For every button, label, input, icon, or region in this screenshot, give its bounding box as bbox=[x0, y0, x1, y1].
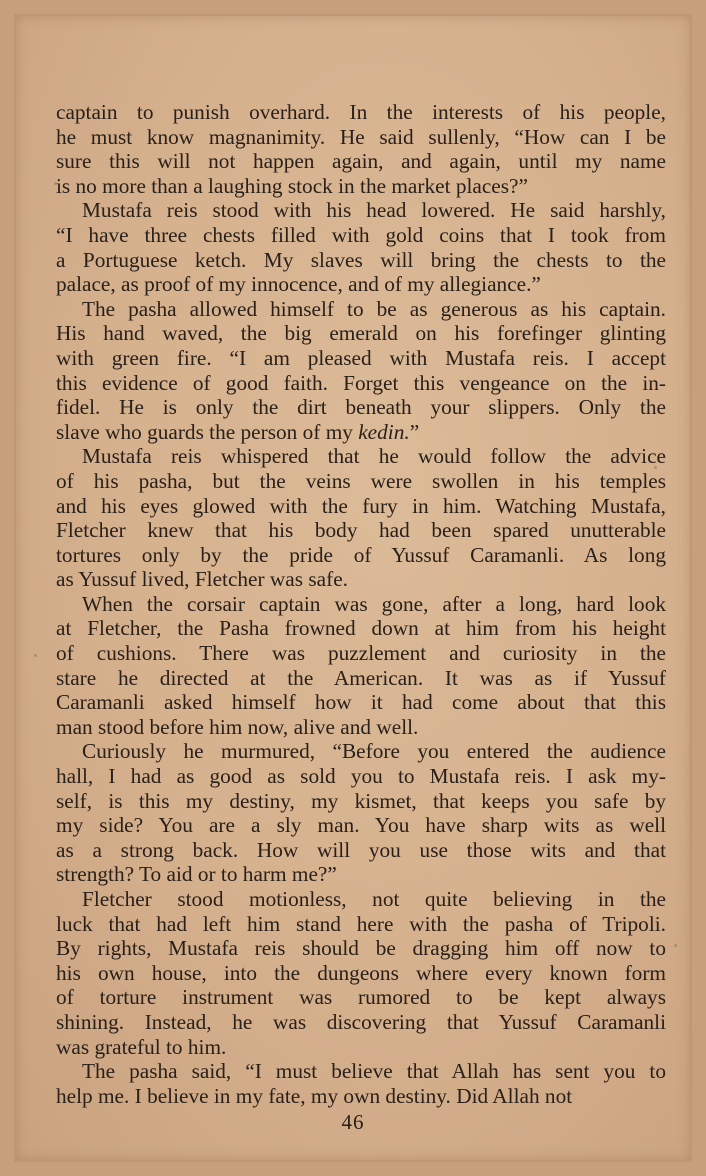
text-line: strength? To aid or to harm me?” bbox=[56, 862, 337, 887]
text-line: Caramanli asked himself how it had come about that this bbox=[56, 690, 666, 715]
text-line: luck that had left him stand here with the pasha of Tripoli. bbox=[56, 911, 666, 936]
text-line: as Yussuf lived, Fletcher was safe. bbox=[56, 567, 348, 592]
text-line: Fletcher stood motionless, not quite believing in the bbox=[82, 887, 666, 911]
paper-speck bbox=[34, 654, 37, 657]
text-line: His hand waved, the big emerald on his forefinger glinting bbox=[56, 321, 666, 346]
text-line: he must know magnanimity. He said sullenly, “How can I be bbox=[56, 124, 666, 149]
text-line: with green fire. “I am pleased with Mustafa reis. I accept bbox=[56, 345, 666, 370]
paragraph bbox=[56, 739, 666, 887]
text-line: “I have three chests filled with gold coins that I took from bbox=[56, 222, 666, 247]
text-line: his own house, into the dungeons where every known form bbox=[56, 960, 666, 985]
text-line: slave who guards the person of my kedin.” bbox=[56, 419, 420, 444]
text-line: a Portuguese ketch. My slaves will bring the chests to the bbox=[56, 247, 666, 272]
text-line: Curiously he murmured, “Before you entered the audience bbox=[82, 739, 666, 764]
page-number: 46 bbox=[341, 1110, 365, 1134]
text-line: at Fletcher, the Pasha frowned down at him from his height bbox=[56, 616, 666, 641]
paragraph bbox=[56, 198, 666, 296]
text-line: of torture instrument was rumored to be kept always bbox=[56, 985, 666, 1010]
text-line: shining. Instead, he was discovering that Yussuf Caramanli bbox=[56, 1009, 666, 1034]
text-line: of cushions. There was puzzlement and curiosity in the bbox=[56, 641, 666, 666]
text-line: of his pasha, but the veins were swollen in his temples bbox=[56, 468, 666, 493]
body-text bbox=[56, 100, 666, 1108]
text-line: The pasha allowed himself to be as generous as his captain. bbox=[82, 296, 666, 321]
text-line: help me. I believe in my fate, my own destiny. Did Allah not bbox=[56, 1083, 573, 1108]
text-line: Mustafa reis whispered that he would follow the advice bbox=[82, 444, 666, 469]
paragraph bbox=[56, 100, 666, 198]
text-line: man stood before him now, alive and well. bbox=[56, 714, 419, 739]
text-line: as a strong back. How will you use those wits and that bbox=[56, 837, 666, 862]
text-line: my side? You are a sly man. You have sharp wits as well bbox=[56, 813, 666, 838]
text-line: this evidence of good faith. Forget this vengeance on the in- bbox=[56, 370, 666, 395]
text-line: fidel. He is only the dirt beneath your slippers. Only the bbox=[56, 395, 666, 420]
book-page bbox=[14, 14, 692, 1162]
text-line: was grateful to him. bbox=[56, 1034, 227, 1059]
text-line: captain to punish overhard. In the interests of his people, bbox=[56, 100, 666, 124]
text-line: palace, as proof of my innocence, and of my allegiance.” bbox=[56, 272, 541, 297]
paragraph bbox=[56, 444, 666, 592]
text-line: Fletcher knew that his body had been spared unutterable bbox=[56, 518, 666, 543]
text-line: By rights, Mustafa reis should be dragging him off now to bbox=[56, 936, 666, 961]
paper-speck bbox=[674, 944, 677, 947]
paragraph bbox=[56, 297, 666, 445]
text-line: When the corsair captain was gone, after a long, hard look bbox=[82, 591, 666, 616]
text-line: hall, I had as good as sold you to Mustafa reis. I ask my- bbox=[56, 764, 666, 789]
paragraph bbox=[56, 1059, 666, 1108]
paragraph bbox=[56, 592, 666, 740]
text-line: sure this will not happen again, and again, until my name bbox=[56, 149, 666, 174]
text-line: self, is this my destiny, my kismet, that keeps you safe by bbox=[56, 788, 666, 813]
text-line: is no more than a laughing stock in the market places?” bbox=[56, 173, 528, 198]
text-line: stare he directed at the American. It was as if Yussuf bbox=[56, 665, 666, 690]
text-line: tortures only by the pride of Yussuf Caramanli. As long bbox=[56, 542, 666, 567]
text-line: and his eyes glowed with the fury in him. Watching Mustafa, bbox=[56, 493, 666, 518]
text-line: The pasha said, “I must believe that Allah has sent you to bbox=[82, 1059, 666, 1084]
paragraph bbox=[56, 887, 666, 1059]
text-line: Mustafa reis stood with his head lowered. He said harshly, bbox=[82, 198, 666, 223]
italic-word: kedin. bbox=[358, 419, 410, 444]
